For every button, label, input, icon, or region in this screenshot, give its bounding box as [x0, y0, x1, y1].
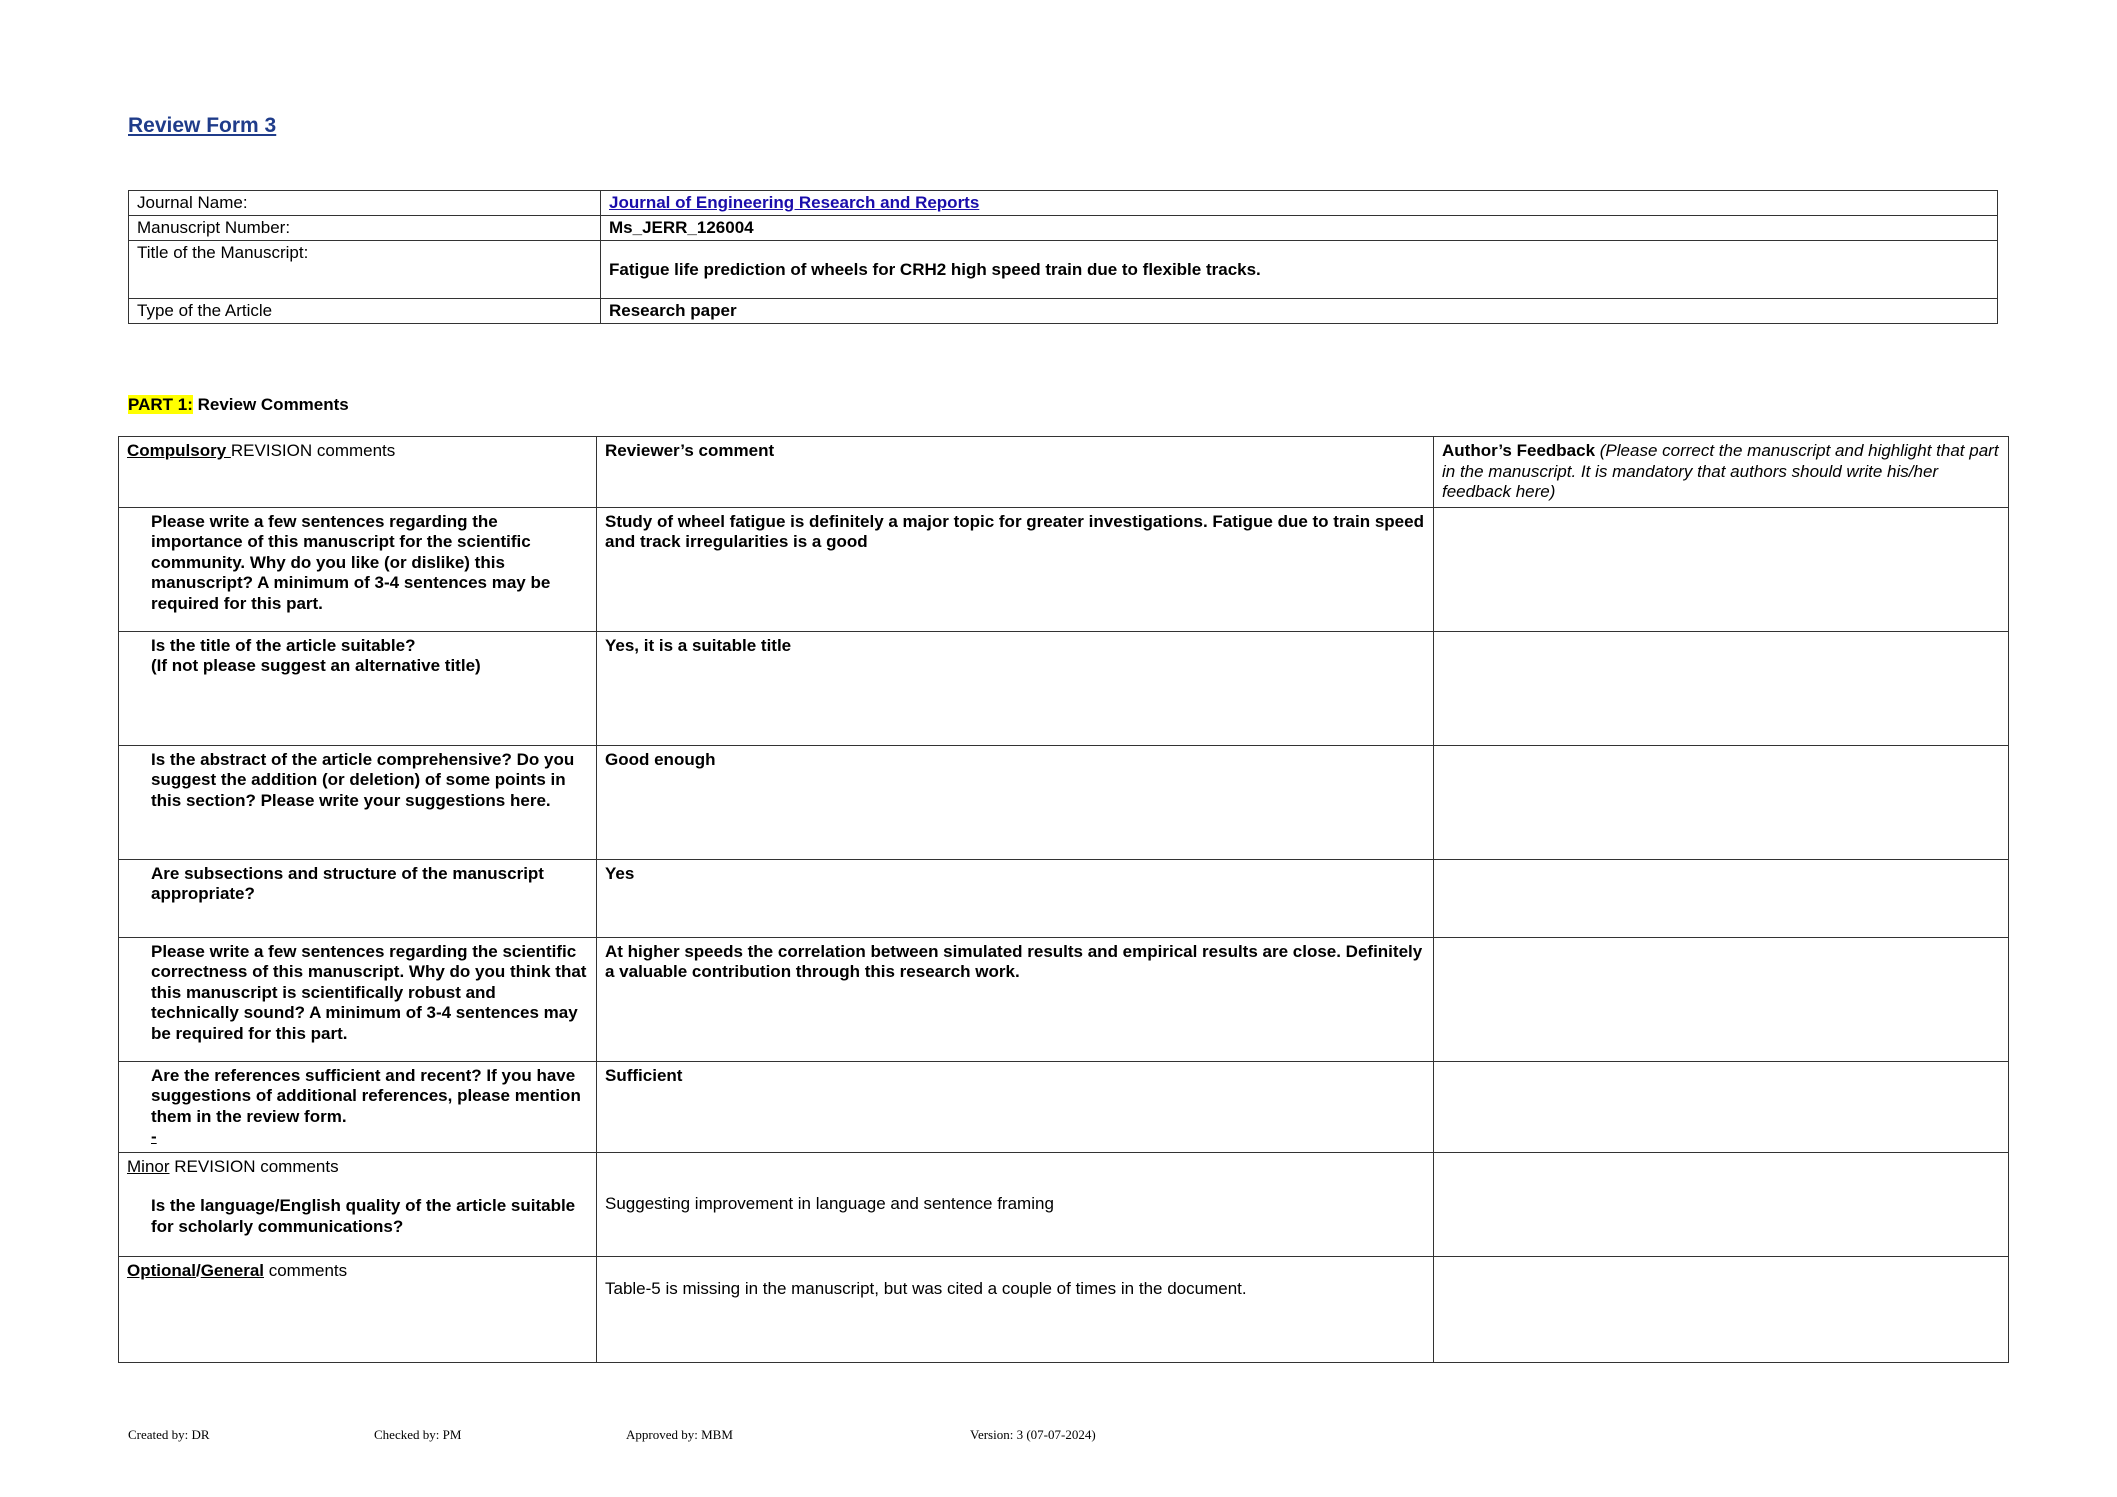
article-type-value: Research paper [601, 299, 1998, 324]
header-compulsory [119, 437, 597, 508]
footer-created: Created by: DR [128, 1427, 210, 1442]
table-row [119, 507, 2009, 631]
author-feedback-note: (Please correct the manuscript and highlight that part in the manuscript. It is mandatory that authors should write his/her feedback here) [1442, 441, 1999, 501]
minor-revision-row [119, 1152, 2009, 1256]
reviewer-comment-cell: Yes [597, 859, 1434, 937]
compulsory-label: Compulsory [127, 441, 231, 460]
reviewer-comment-text: Table-5 is missing in the manuscript, but was cited a couple of times in the document. [605, 1278, 1247, 1298]
footer-checked: Checked by: PM [374, 1427, 462, 1442]
question-cell [119, 745, 597, 859]
question-cell [119, 631, 597, 745]
manuscript-number-value: Ms_JERR_126004 [601, 216, 1998, 241]
journal-value-cell [601, 191, 1998, 216]
part-heading [128, 395, 349, 415]
part-title: Review Comments [197, 395, 349, 414]
question-subtext: - [151, 1127, 157, 1146]
table-row [119, 937, 2009, 1061]
reviewer-comment-cell: Study of wheel fatigue is definitely a major topic for greater investigations. Fatigue due to train speed and track irregularities is a good [597, 507, 1434, 631]
reviewer-comment-cell: At higher speeds the correlation between simulated results and empirical results are close. Definitely a valuable contribution through this research work. [597, 937, 1434, 1061]
reviewer-comment-cell: Yes, it is a suitable title [597, 631, 1434, 745]
author-feedback-label: Author’s Feedback [1442, 441, 1596, 460]
footer-version: Version: 3 (07-07-2024) [970, 1427, 1096, 1442]
table-header-row [119, 437, 2009, 508]
question-text: Is the title of the article suitable? [151, 635, 416, 655]
author-feedback-cell[interactable] [1434, 859, 2009, 937]
question-text: Are subsections and structure of the manuscript appropriate? [151, 863, 544, 903]
journal-label: Journal Name: [129, 191, 601, 216]
question-cell [119, 937, 597, 1061]
reviewer-comment-cell: Good enough [597, 745, 1434, 859]
header-author-feedback [1434, 437, 2009, 508]
question-text: Are the references sufficient and recent? If you have suggestions of additional references, please mention them in the review form. [151, 1065, 581, 1126]
article-type-row [129, 299, 1998, 324]
article-type-label: Type of the Article [129, 299, 601, 324]
question-text: Is the abstract of the article comprehensive? Do you suggest the addition (or deletion) of some points in this section? Please write your suggestions here. [151, 749, 575, 810]
minor-label: Minor [127, 1156, 170, 1176]
minor-question-cell [119, 1152, 597, 1256]
manuscript-title-row [129, 241, 1998, 299]
author-feedback-cell[interactable] [1434, 745, 2009, 859]
table-row [119, 1061, 2009, 1152]
footer-approved: Approved by: MBM [626, 1427, 733, 1442]
reviewer-comment-cell [597, 1152, 1434, 1256]
author-feedback-cell[interactable] [1434, 1152, 2009, 1256]
question-subtext: (If not please suggest an alternative title) [151, 656, 481, 675]
journal-link[interactable]: Journal of Engineering Research and Reports [609, 193, 980, 212]
author-feedback-cell[interactable] [1434, 1061, 2009, 1152]
manuscript-number-row [129, 216, 1998, 241]
optional-separator: / [195, 1260, 201, 1280]
reviewer-comment-text: Suggesting improvement in language and sentence framing [605, 1193, 1054, 1213]
optional-label: Optional [127, 1260, 196, 1280]
table-row [119, 745, 2009, 859]
author-feedback-cell[interactable] [1434, 1256, 2009, 1362]
author-feedback-cell[interactable] [1434, 507, 2009, 631]
general-label: General [200, 1260, 264, 1280]
manuscript-number-label: Manuscript Number: [129, 216, 601, 241]
minor-revision-label: REVISION comments [169, 1156, 339, 1176]
manuscript-info-table [128, 190, 1998, 324]
reviewer-comment-cell: Sufficient [597, 1061, 1434, 1152]
manuscript-title-label: Title of the Manuscript: [129, 241, 601, 299]
comments-label: comments [264, 1260, 348, 1280]
question-cell [119, 859, 597, 937]
revision-comments-label: REVISION comments [230, 441, 396, 460]
optional-label-cell [119, 1256, 597, 1362]
author-feedback-cell[interactable] [1434, 937, 2009, 1061]
part-label: PART 1: [128, 395, 193, 414]
journal-row [129, 191, 1998, 216]
question-text: Please write a few sentences regarding the importance of this manuscript for the scientific community. Why do you like (or dislike) this manuscript? A minimum of 3-4 sentences may be required for this part. [151, 511, 551, 613]
review-comments-table [118, 436, 2009, 1363]
form-title: Review Form 3 [128, 114, 277, 137]
optional-comments-row [119, 1256, 2009, 1362]
table-row [119, 631, 2009, 745]
manuscript-title-value: Fatigue life prediction of wheels for CRH2 high speed train due to flexible tracks. [601, 241, 1998, 299]
question-text: Is the language/English quality of the article suitable for scholarly communications? [151, 1196, 576, 1236]
author-feedback-cell[interactable] [1434, 631, 2009, 745]
header-reviewer-comment: Reviewer’s comment [597, 437, 1434, 508]
question-text: Please write a few sentences regarding the scientific correctness of this manuscript. Why do you think that this manuscript is scientifically robust and technically sound? A minimum of 3-4 sentences may be required for this part. [151, 941, 587, 1043]
question-cell [119, 507, 597, 631]
question-cell [119, 1061, 597, 1152]
reviewer-comment-cell [597, 1256, 1434, 1362]
table-row [119, 859, 2009, 937]
